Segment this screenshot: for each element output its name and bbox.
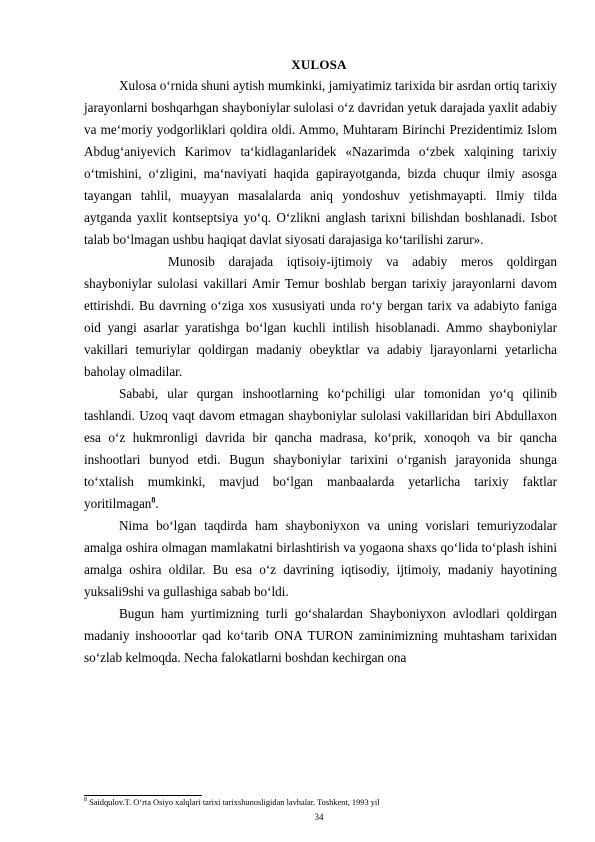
paragraph-3-text: Sababi, ular qurgan inshootlarning koʻpchiligi ular tomonidan yoʻq qilinib tashlandi. Uzoq vaqt davom etmagan shayboniylar sulolasi vakillaridan biri Abdullaxon esa oʻz hukmronligi davrida bir qancha madrasa, koʻprik, xonoqoh va bir qancha inshootlari bunyod etdi. Bugun shayboniylar tarixini oʻrganish jarayonida shunga toʻxtalish mumkinki, mavjud boʻlgan manbaalarda yetarlicha tarixiy faktlar yoritilmagan bbox=[84, 386, 557, 511]
footnote-text: Saidqulov.T. Oʻrta Osiyo xalqlari tarixi tarixshunosligidan lavhalar. Toshkent, 1993 yil bbox=[87, 798, 380, 807]
body-text bbox=[84, 75, 557, 669]
paragraph-4: Nima boʻlgan taqdirda ham shayboniyxon va uning vorislari temuriyzodalar amalga oshira olmagan mamlakatni birlashtirish va yogaona shaxs qoʻlida toʻplash ishini amalga oshira oldilar. Bu esa oʻz davrining iqtisodiy, ijtimoiy, madaniy hayotining yuksali9shi va gullashiga sabab boʻldi. bbox=[84, 518, 557, 599]
paragraph-5: Bugun ham yurtimizning turli goʻshalardan Shayboniyxon avlodlari qoldirgan madaniy inshooотlar qad koʻtarib ONA TURON zaminimizning muhtasham tarixidan soʻzlab kelmoqda. Necha falokatlarni boshdan kechirgan ona bbox=[84, 606, 557, 665]
paragraph-3: Sababi, ular qurgan inshootlarning koʻpchiligi ular tomonidan yoʻq qilinib tashlandi. Uzoq vaqt davom etmagan shayboniylar sulolasi vakillaridan biri Abdullaxon esa oʻz hukmronligi davrida bir qancha madrasa, koʻprik, xonoqoh va bir qancha inshootlari bunyod etdi. Bugun shayboniylar tarixini oʻrganish jarayonida shunga toʻxtalish mumkinki, mavjud boʻlgan manbaalarda yetarlicha tarixiy faktlar yoritilmagan$^8$. bbox=[84, 386, 557, 511]
page-title: XULOSA bbox=[291, 57, 347, 72]
paragraph-1: Xulosa oʻrnida shuni aytish mumkinki, jamiyatimiz tarixida bir asrdan ortiq tarixiy jarayonlarni boshqarhgan shayboniylar sulolasi oʻz davridan yetuk darajada yaxlit adabiy va meʻmoriy yodgorliklari qoldira oldi. Ammo, Muhtaram Birinchi Prezidentimiz Islom Abdugʻaniyevich Karimov taʻkidlaganlaridek «Nazarimda oʻzbek xalqining tarixiy oʻtmishini, oʻzligini, maʻnaviyati haqida gapirayotganda, bizda chuqur ilmiy asosga tayangan tahlil, muayyan masalalarda aniq yondoshuv yetishmayapti. Ilmiy tilda aytganda yaxlit kontseptsiya yoʻq. Oʻzlikni anglash tarixni bilishdan boshlanadi. Isbot talab boʻlmagan ushbu haqiqat davlat siyosati darajasiga koʻtarilishi zarur». bbox=[84, 78, 557, 247]
footnote-reference[interactable]: 8 bbox=[151, 495, 156, 505]
footnote bbox=[84, 798, 380, 808]
page-number: 34 bbox=[314, 812, 324, 822]
footnote-marker: 8 bbox=[84, 797, 87, 804]
paragraph-2: Munosib darajada iqtisoiy-ijtimoiy va adabiy meros qoldirgan shayboniylar sulolasi vakillari Amir Temur boshlab bergan tarixiy jarayonlarni davom ettirishdi. Bu davrning oʻziga xos xususiyati unda roʻy bergan tarix va adabiyto faniga oid yangi asarlar yaratishga boʻlgan kuchli intilish hisoblanadi. Ammo shayboniylar vakillari temuriylar qoldirgan madaniy obeyktlar va adabiy ljarayonlarni yetarlicha baholay olmadilar. bbox=[84, 254, 557, 379]
footnote-divider bbox=[84, 795, 202, 796]
